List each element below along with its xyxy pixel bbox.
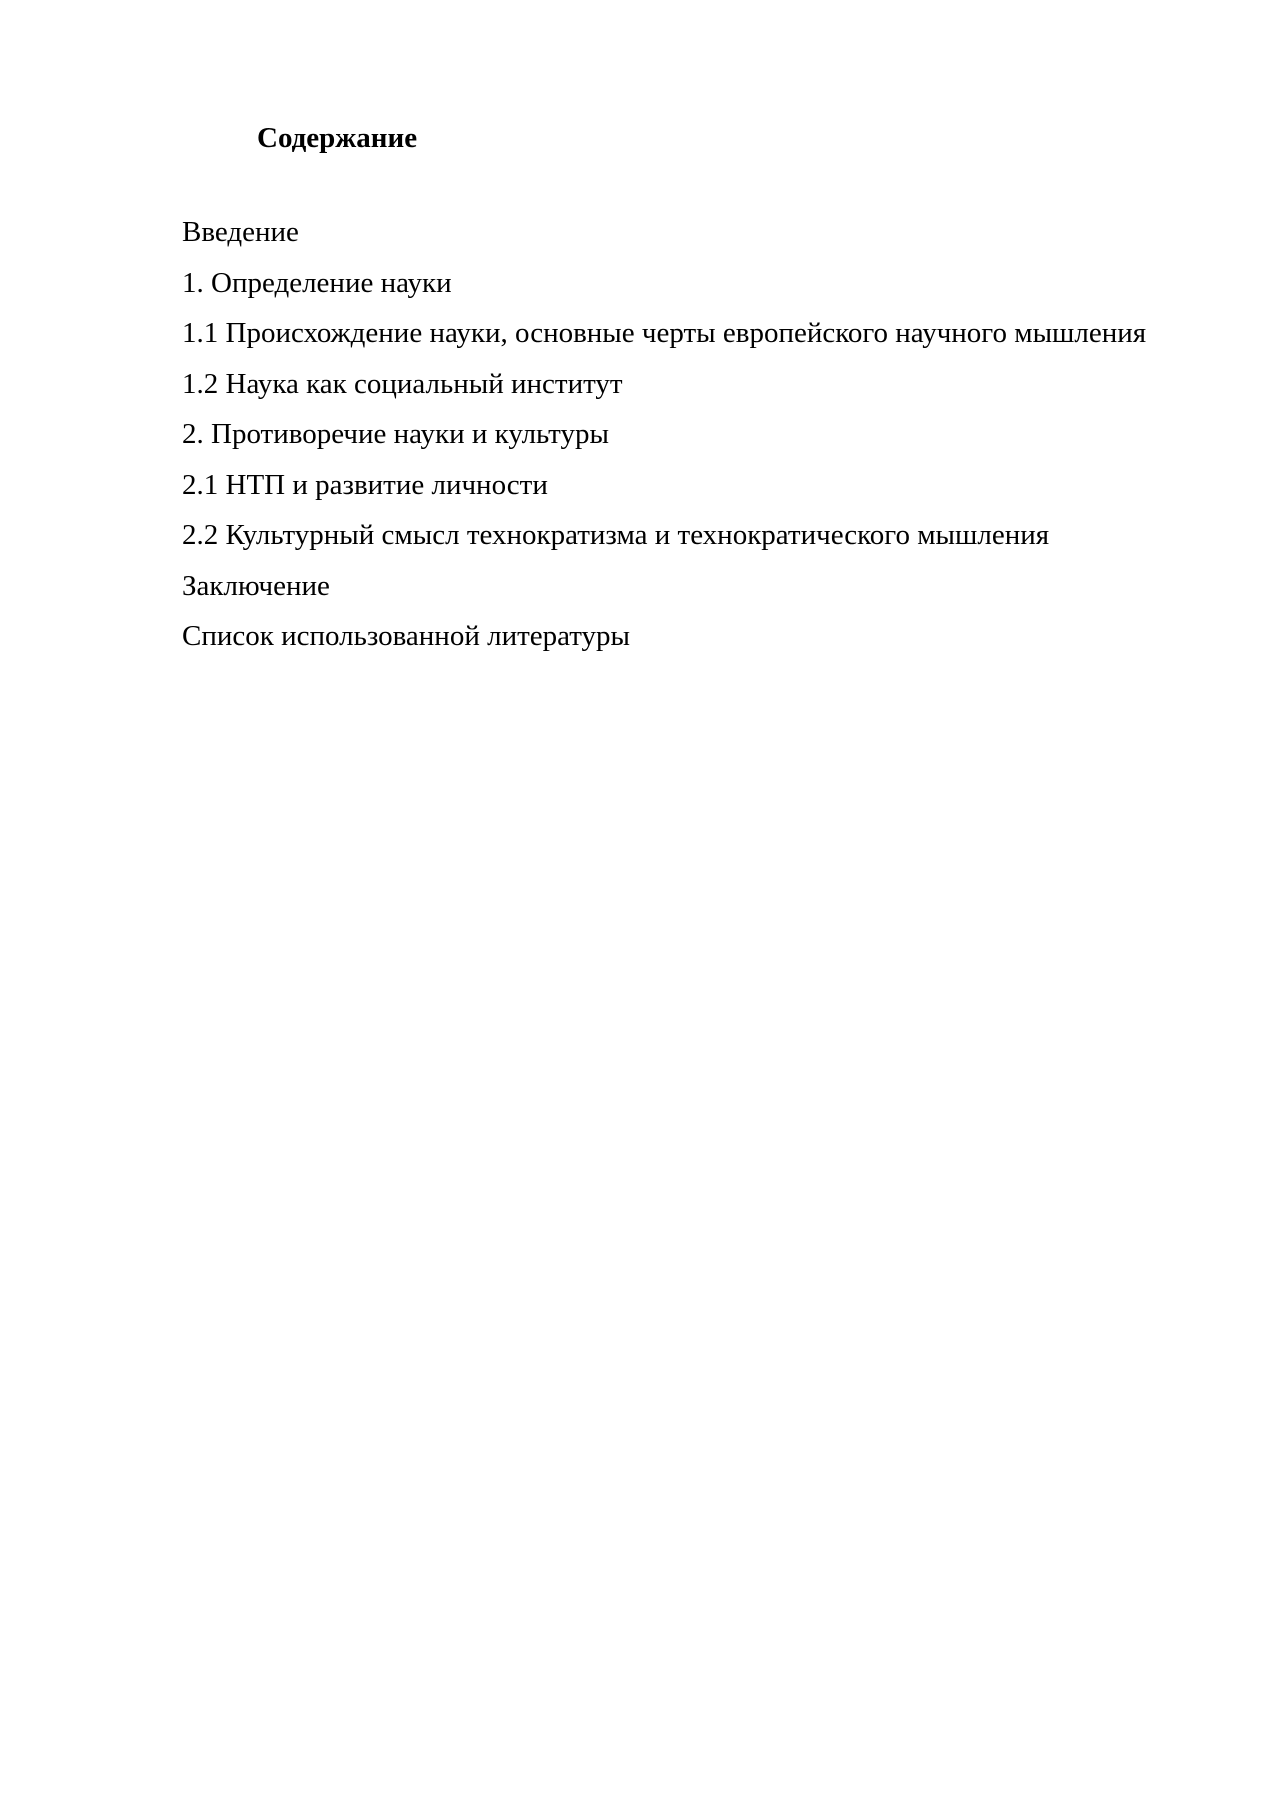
toc-item-2: 2. Противоречие науки и культуры	[182, 418, 609, 450]
toc-item-1: 1. Определение науки	[182, 266, 452, 299]
toc-item-bibliography: Список использованной литературы	[182, 620, 631, 652]
toc-item-1-1: 1.1 Происхождение науки, основные черты европейского научного мышления	[182, 317, 1147, 349]
toc-item-1-2: 1.2 Наука как социальный институт	[182, 367, 623, 400]
toc-item-conclusion: Заключение	[182, 569, 330, 602]
toc-item-2-2: 2.2 Культурный смысл технократизма и технократического мышления	[182, 519, 1050, 551]
toc-item-introduction: Введение	[182, 216, 299, 248]
toc-item-2-1: 2.1 НТП и развитие личности	[182, 468, 548, 501]
table-of-contents	[182, 212, 1146, 667]
toc-title: Содержание	[257, 122, 418, 154]
